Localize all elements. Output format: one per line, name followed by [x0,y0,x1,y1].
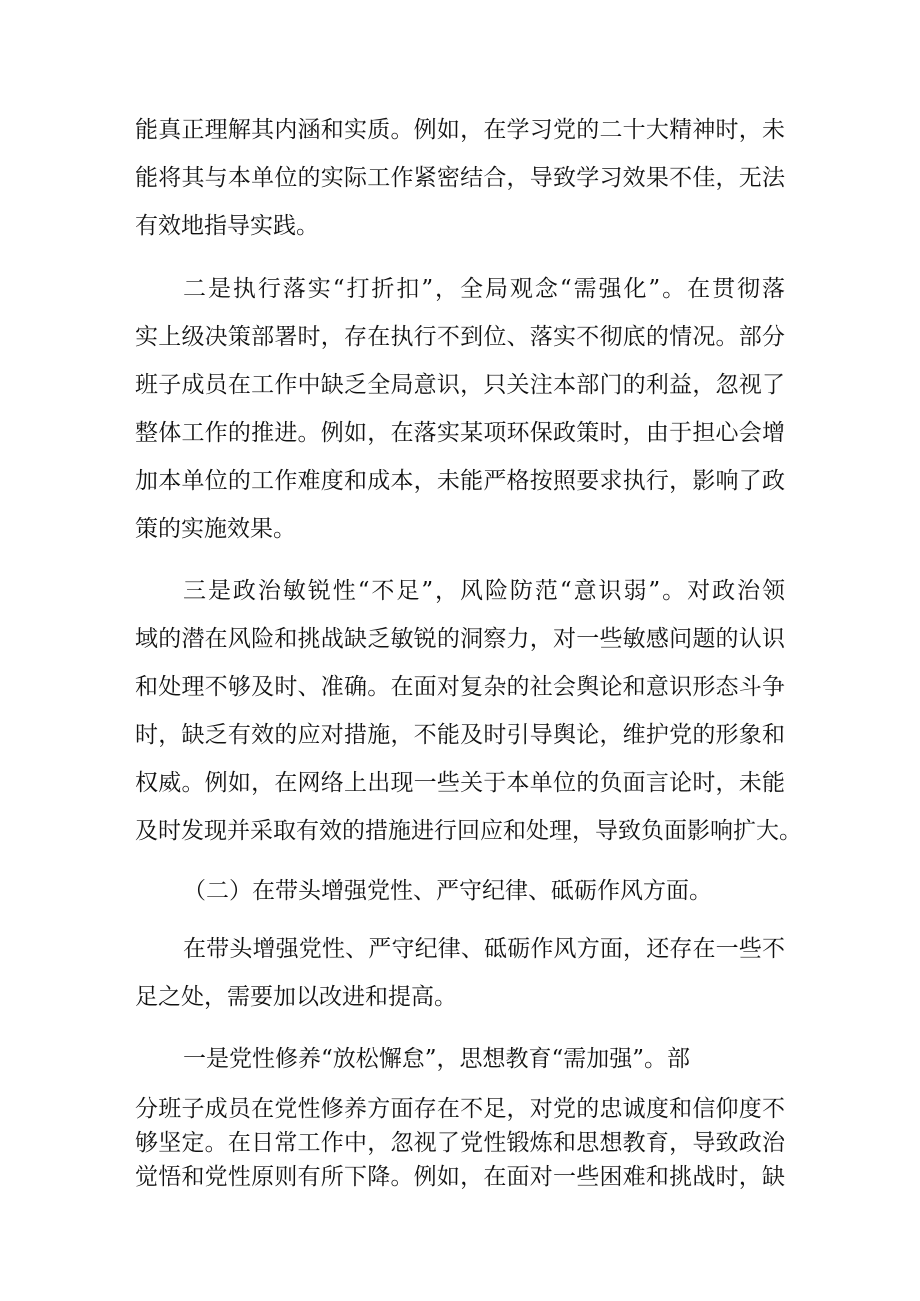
text-line: 一是党性修养“放松懈怠”，思想教育“需加强”。部 [183,1046,691,1072]
text-line: 能将其与本单位的实际工作紧密结合，导致学习效果不佳，无法 [135,165,785,191]
section-heading: （二）在带头增强党性、严守纪律、砥砺作风方面。 [183,878,712,904]
text-line: 分班子成员在党性修养方面存在不足，对党的忠诚度和信仰度不 [135,1096,785,1122]
text-line: 够坚定。在日常工作中，忽视了党性锻炼和思想教育，导致政治 [135,1130,785,1156]
text-line: 班子成员在工作中缺乏全局意识，只关注本部门的利益，忽视了 [135,372,785,398]
text-line: 有效地指导实践。 [135,213,319,239]
text-line: 足之处，需要加以改进和提高。 [135,984,457,1010]
text-line: 实上级决策部署时，存在执行不到位、落实不彻底的情况。部分 [135,324,785,350]
text-line: 权威。例如，在网络上出现一些关于本单位的负面言论时，未能 [135,770,785,796]
text-line: 在带头增强党性、严守纪律、砥砺作风方面，还存在一些不 [183,936,785,962]
text-line: 加本单位的工作难度和成本，未能严格按照要求执行，影响了政 [135,468,785,494]
text-line: 整体工作的推进。例如，在落实某项环保政策时，由于担心会增 [135,420,785,446]
text-line: 觉悟和党性原则有所下降。例如，在面对一些困难和挑战时，缺 [135,1164,785,1190]
text-line: 时，缺乏有效的应对措施，不能及时引导舆论，维护党的形象和 [135,722,785,748]
text-line: 策的实施效果。 [135,516,296,542]
text-line: 和处理不够及时、准确。在面对复杂的社会舆论和意识形态斗争 [135,674,785,700]
text-line: 域的潜在风险和挑战缺乏敏锐的洞察力，对一些敏感问题的认识 [135,626,785,652]
text-line: 能真正理解其内涵和实质。例如，在学习党的二十大精神时，未 [135,117,785,143]
text-line: 二是执行落实“打折扣”，全局观念“需强化”。在贯彻落 [183,276,785,302]
text-line: 及时发现并采取有效的措施进行回应和处理，导致负面影响扩大。 [135,818,802,844]
text-line: 三是政治敏锐性“不足”，风险防范“意识弱”。对政治领 [183,578,785,604]
